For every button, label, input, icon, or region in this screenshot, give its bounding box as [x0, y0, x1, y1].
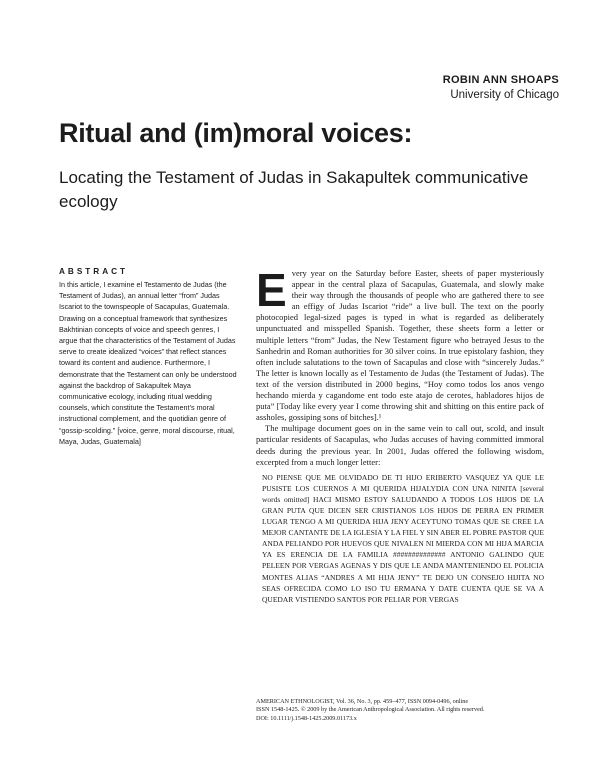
letter-excerpt: NO PIENSE QUE ME OLVIDADO DE TI HIJO ERIBERTO VASQUEZ YA QUE LE PUSISTE LOS CUERNOS A MI QUERIDA HIJALYDIA CON UNA NINITA [several words omitted] HACI MISMO ESTOY SALUDANDO A TODOS LOS HIJOS DE LA GRAN PUTA QUE DICEN SER CRISTIANOS LOS HIJOS DE PERRA EN PRIMER LUGAR TENGO A MI QUERIDA HIJA JENY ACEYTUNO TOMAS QUE SE CREE LA MEJOR CANTANTE DE LA IGLESIA Y LA FIEL Y SIN ABER EL POBRE PASTOR QUE ANDA PELIANDO POR HUEVOS QUE NIVALEN NI MIERDA CON MI HIJA MARCIA YA ES ERENCIA DE LA FAMILIA ############## ANTONIO GALINDO QUE PELEEN POR VERGAS AGENAS Y DIS QUE LE ANDA MANTENIENDO EL POLICIA MONTES ALIAS “ANDRES A MI HIJA JENY” TE DEJO UN CONSEJO HIJITA NO SEAS OFRECIDA COMO LO ISO TU ERMANA Y DATE CUENTA QUE SE VA A QUEDAR VISTIENDO SANTOS POR PELIAR POR VERGAS: [262, 472, 544, 604]
footer-line-1: AMERICAN ETHNOLOGIST, Vol. 36, No. 3, pp. 459–477, ISSN 0094-0496, online: [256, 698, 469, 705]
body-paragraph-2: The multipage document goes on in the same vein to call out, scold, and insult particular residents of Sacapulas, who Judas accuses of having committed immoral deeds during the previous year. In 2001, Judas offered the following wisdom, excerpted from a much longer letter:: [256, 423, 544, 467]
abstract-text: In this article, I examine el Testamento de Judas (the Testament of Judas), an annual letter “from” Judas Iscariot to the townspeople of Sacapulas, Guatemala. Drawing on a conceptual framework that synthesizes Bakhtinian concepts of voice and speech genres, I argue that the characteristics of the Testament of Judas serve to create idealized “voices” that reflect stances toward its content and audience. Furthermore, I demonstrate that the Testament can only be understood against the backdrop of Sakapultek Maya communicative ecology, including ritual wedding counsels, which constitute the Testament’s moral instructional complement, and the quotidian genre of “gossip-scolding.” [voice, genre, moral discourse, ritual, Maya, Judas, Guatemala]: [59, 280, 237, 446]
article-body: [256, 264, 544, 605]
author-block: [443, 73, 559, 104]
body-paragraph-1: [256, 264, 544, 423]
body-paragraph-1-text: very year on the Saturday before Easter, sheets of paper mysteriously appear in the central plaza of Sacapulas, Guatemala, and slowly make their way through the thousands of people who are gathered there to see an effigy of Judas Iscariot “ride” a live bull. The text on the poorly photocopied legal-sized pages is typed in what is regarded as deliberately unpunctuated and misspelled Spanish. Together, these sheets form a letter or multiple letters “from” Judas, the New Testament figure who betrayed Jesus to the Sanhedrin and Roman authorities for 30 silver coins. In true epistolary fashion, they often include salutations to the town of Sacapulas and close with “sincerely Judas.” The letter is known locally as el Testamento de Judas (the Testament of Judas). The text of the version distributed in 2000 begins, “Hoy como todos los anos vengo hechando mierda y cagandome ent todo este atajo de cerotes, habladores hijos de puta” [Today like every year I come throwing shit and shitting on this entire pack of assholes, gossiping sons of bitches].¹: [256, 268, 544, 423]
abstract-label: ABSTRACT: [59, 267, 129, 276]
abstract: [59, 266, 237, 447]
drop-cap: E: [256, 264, 287, 316]
author-name: ROBIN ANN SHOAPS: [442, 74, 559, 86]
footer-line-2: ISSN 1548-1425. © 2009 by the American Anthropological Association. All rights reserved.: [256, 706, 485, 714]
citation-footer: [256, 698, 548, 723]
author-affiliation: University of Chicago: [450, 89, 559, 101]
article-subtitle: Locating the Testament of Judas in Sakapultek communicative ecology: [59, 168, 529, 211]
article-title: Ritual and (im)moral voices:: [59, 118, 413, 148]
footer-line-3: DOI: 10.1111/j.1548-1425.2009.01173.x: [256, 714, 357, 722]
